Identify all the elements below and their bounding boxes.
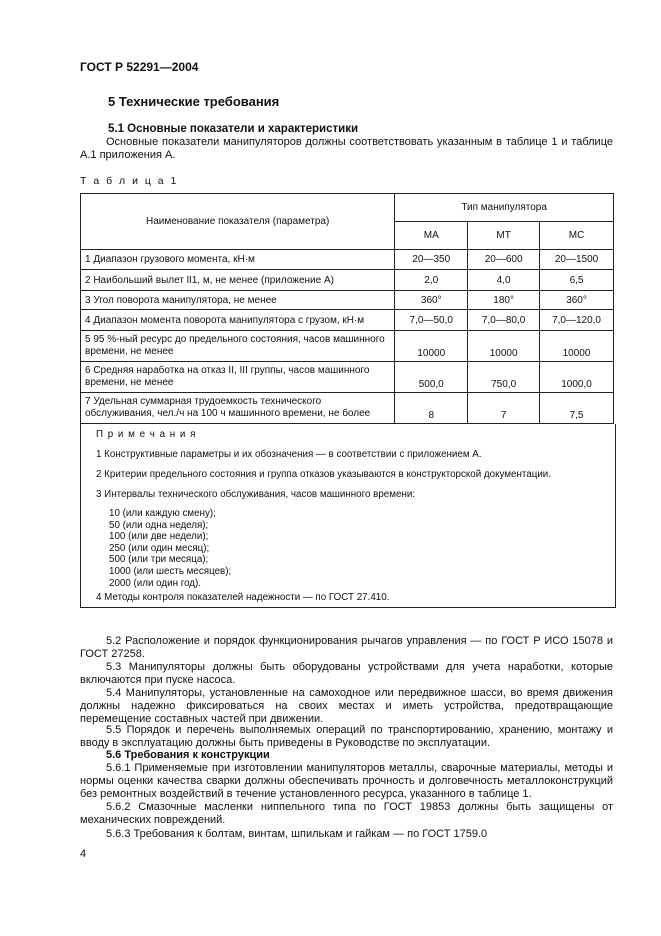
paragraph-5-6-3: 5.6.3 Требования к болтам, винтам, шпилькам и гайкам — по ГОСТ 1759.0: [106, 828, 488, 840]
standard-header: ГОСТ Р 52291—2004: [80, 60, 199, 74]
section-5-1-title: 5.1 Основные показатели и характеристики: [108, 123, 359, 135]
note-2: 2 Критерии предельного состояния и группа отказов указываются в конструкторской документации.: [96, 469, 551, 480]
row-name: 2 Наибольший вылет lI1, м, не менее (приложение А): [81, 270, 395, 291]
paragraph-5-6-1: 5.6.1 Применяемые при изготовлении манипуляторов металлы, сварочные материалы, методы и нормы оценки качества сварки должны обеспечивать прочность и долговечность металлоконструкций без ремонтных воздействий в течение установленного ресурса, указанного в таблице 1.: [80, 762, 613, 800]
notes-title: П р и м е ч а н и я: [96, 429, 197, 440]
table-notes: [80, 424, 616, 608]
note-4: 4 Методы контроля показателей надежности — по ГОСТ 27.410.: [96, 592, 390, 603]
row-value-mt: 180°: [468, 291, 540, 310]
row-value-mt: 7: [468, 393, 540, 424]
row-value-ma: 2,0: [395, 270, 468, 291]
row-name: 5 95 %-ный ресурс до предельного состояния, часов машинного времени, не менее: [81, 331, 395, 362]
interval-item: 10 (или каждую смену);: [109, 508, 216, 519]
paragraph-5-2: 5.2 Расположение и порядок функционирования рычагов управления — по ГОСТ Р ИСО 15078 и ГОСТ 27258.: [80, 635, 613, 660]
paragraph-5-3: 5.3 Манипуляторы должны быть оборудованы устройствами для учета наработки, которые включаются при пуске насоса.: [80, 661, 613, 686]
paragraph-5-5: 5.5 Порядок и перечень выполняемых операций по транспортированию, хранению, монтажу и вводу в эксплуатацию должны быть приведены в Руководстве по эксплуатации.: [80, 724, 613, 749]
table-header-type-ma: МА: [395, 222, 468, 250]
page-number: 4: [80, 848, 87, 860]
row-value-ma: 10000: [395, 331, 468, 362]
row-name: 7 Удельная суммарная трудоемкость технического обслуживания, чел./ч на 100 ч машинного времени, не более: [81, 393, 395, 424]
table-row: [81, 362, 614, 393]
table-row: [81, 250, 614, 270]
row-name: 3 Угол поворота манипулятора, не менее: [81, 291, 395, 310]
row-value-mt: 750,0: [468, 362, 540, 393]
row-value-mc: 6,5: [540, 270, 614, 291]
table-header-type-mt: МТ: [468, 222, 540, 250]
interval-item: 50 (или одна неделя);: [109, 519, 209, 531]
row-name: 4 Диапазон момента поворота манипулятора с грузом, кН·м: [81, 310, 395, 331]
interval-item: 2000 (или один год).: [109, 577, 202, 589]
table-row: [81, 393, 614, 424]
row-value-mc: 7,5: [540, 393, 614, 424]
interval-item: 100 (или две недели);: [109, 531, 209, 543]
table-1: [80, 193, 614, 424]
interval-item: 500 (или три месяца);: [109, 554, 209, 566]
row-value-mc: 1000,0: [540, 362, 614, 393]
row-value-mc: 360°: [540, 291, 614, 310]
row-value-mc: 10000: [540, 331, 614, 362]
table-header-type-mc: МС: [540, 222, 614, 250]
row-value-ma: 500,0: [395, 362, 468, 393]
row-name: 6 Средняя наработка на отказ II, III группы, часов машинного времени, не менее: [81, 362, 395, 393]
table-caption: Т а б л и ц а 1: [80, 175, 179, 187]
table-row: [81, 310, 614, 331]
table-header-type: Тип манипулятора: [395, 194, 614, 222]
note-1: 1 Конструктивные параметры и их обозначения — в соответствии с приложением А.: [96, 449, 482, 460]
paragraph-5-6-2: 5.6.2 Смазочные масленки ниппельного типа по ГОСТ 19853 должны быть защищены от механических повреждений.: [80, 801, 613, 826]
row-value-ma: 8: [395, 393, 468, 424]
row-value-ma: 7,0—50,0: [395, 310, 468, 331]
row-value-ma: 20—350: [395, 250, 468, 270]
row-value-mt: 10000: [468, 331, 540, 362]
paragraph-5-4: 5.4 Манипуляторы, установленные на самоходное или передвижное шасси, во время движения должны надежно фиксироваться на своих местах и иметь устройства, предотвращающие перемещение составных частей при движении.: [80, 687, 613, 725]
row-value-mt: 20—600: [468, 250, 540, 270]
row-value-mt: 7,0—80,0: [468, 310, 540, 331]
section-5-6-title: 5.6 Требования к конструкции: [106, 749, 270, 761]
section-5-title: 5 Технические требования: [108, 94, 280, 109]
table-row: [81, 331, 614, 362]
row-value-mc: 7,0—120,0: [540, 310, 614, 331]
table-row: [81, 270, 614, 291]
row-value-mt: 4,0: [468, 270, 540, 291]
row-value-mc: 20—1500: [540, 250, 614, 270]
table-row: [81, 291, 614, 310]
interval-item: 1000 (или шесть месяцев);: [109, 565, 232, 577]
paragraph-5-1: Основные показатели манипуляторов должны соответствовать указанным в таблице 1 и таблице А.1 приложения А.: [80, 136, 613, 161]
table-header-parameter: Наименование показателя (параметра): [81, 194, 395, 250]
note-3: 3 Интервалы технического обслуживания, часов машинного времени:: [96, 489, 416, 500]
row-value-ma: 360°: [395, 291, 468, 310]
interval-item: 250 (или один месяц);: [109, 542, 210, 554]
row-name: 1 Диапазон грузового момента, кН·м: [81, 250, 395, 270]
intervals-list: [109, 508, 231, 589]
